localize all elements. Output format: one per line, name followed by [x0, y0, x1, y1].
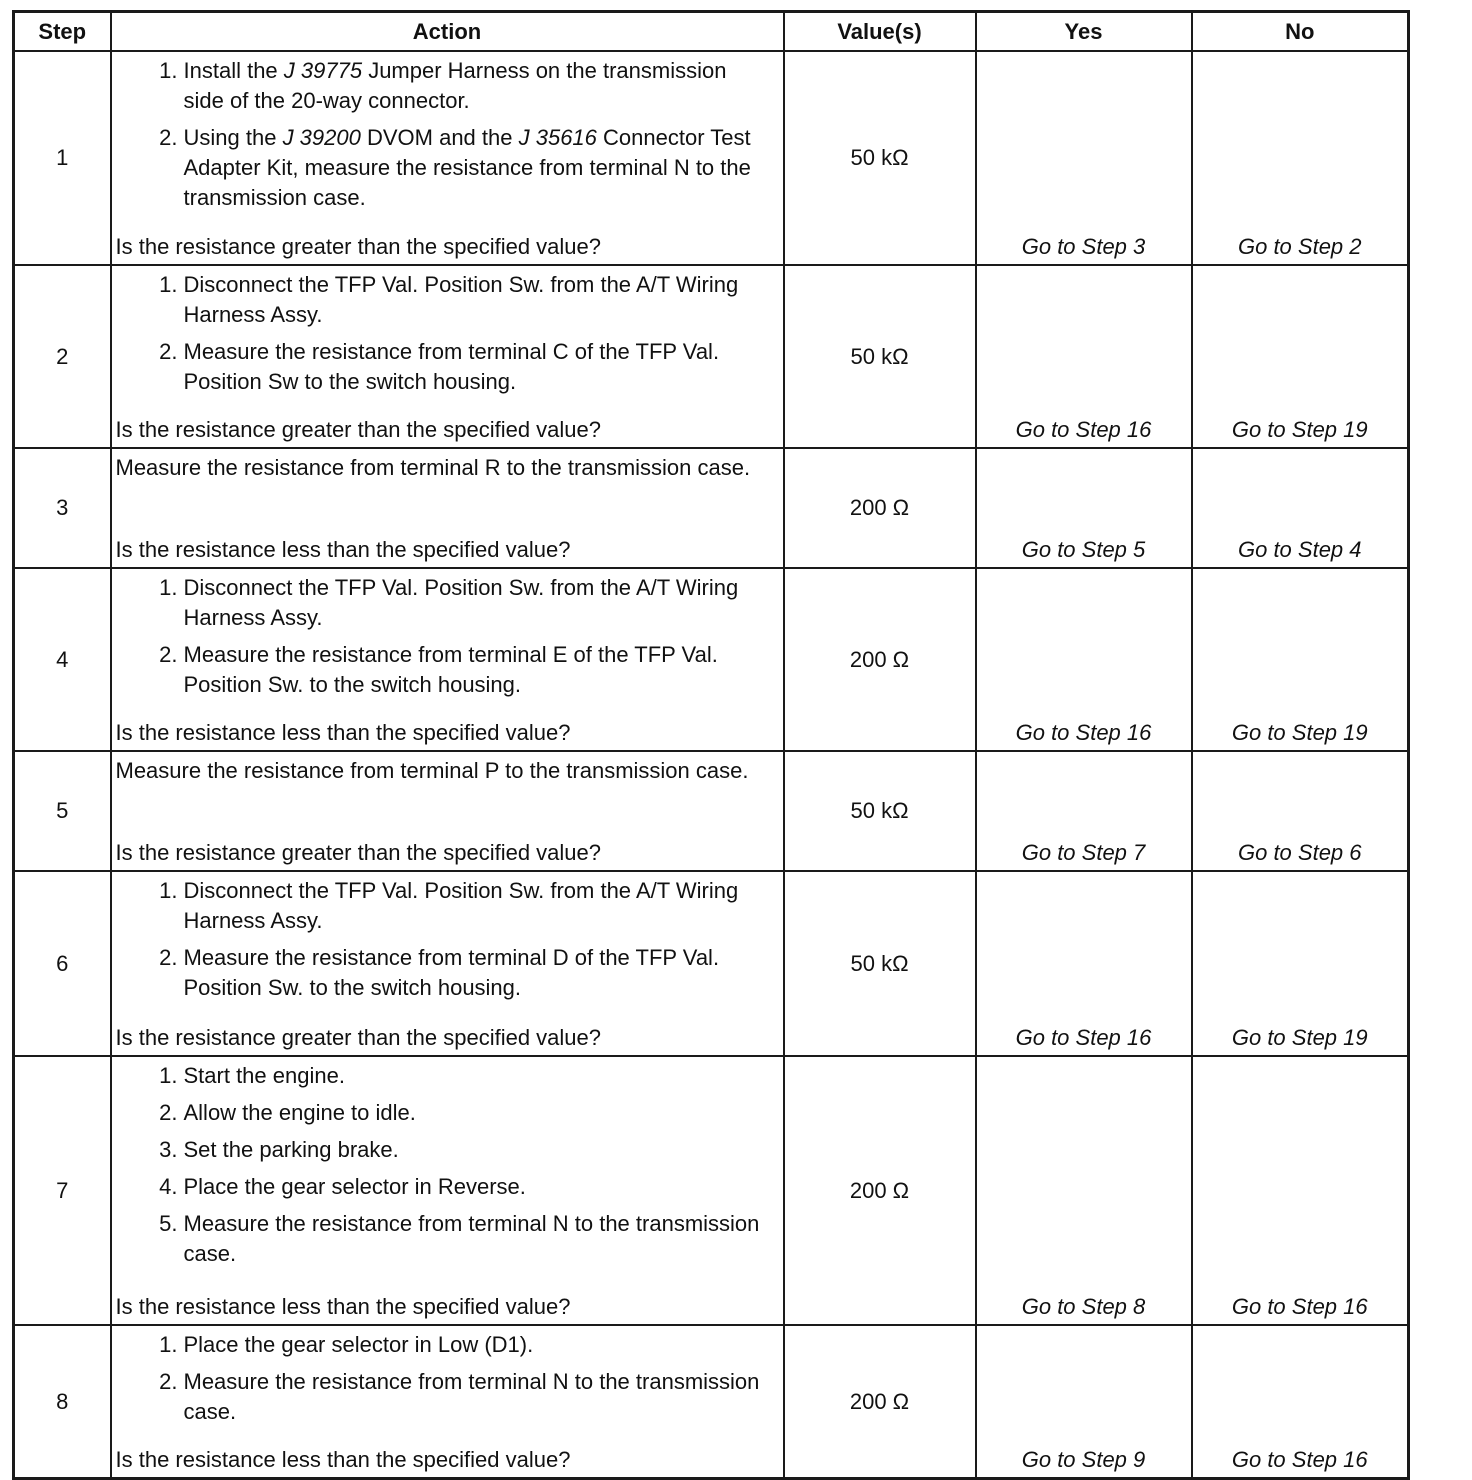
value-cell: 200 Ω: [784, 568, 976, 751]
action-item: [116, 640, 779, 700]
item-number: 3.: [159, 1137, 178, 1162]
tool-ref: J 39200: [282, 125, 361, 150]
question: Is the resistance less than the specified value?: [115, 1294, 571, 1319]
action-item: [116, 1135, 779, 1165]
action-item: [116, 337, 779, 397]
table-row: [14, 51, 1409, 265]
item-number: 2.: [159, 642, 178, 667]
item-number: 1.: [159, 575, 178, 600]
action-text: Measure the resistance from terminal R to the transmission case.: [115, 455, 751, 480]
action-cell: [111, 1325, 784, 1479]
header-no: No: [1192, 12, 1409, 52]
yes-cell: Go to Step 8: [976, 1056, 1192, 1325]
step-number: 4: [14, 568, 111, 751]
table-row: [14, 871, 1409, 1056]
action-item: [116, 1209, 779, 1269]
item-number: 2.: [159, 339, 178, 364]
value-cell: 50 kΩ: [784, 51, 976, 265]
no-cell: Go to Step 19: [1192, 871, 1409, 1056]
tool-ref: J 39775: [283, 58, 363, 83]
diagnostic-table: [12, 10, 1410, 1480]
question: Is the resistance greater than the specified value?: [115, 1025, 602, 1050]
value-cell: 200 Ω: [784, 448, 976, 568]
table-row: [14, 265, 1409, 448]
no-cell: Go to Step 19: [1192, 265, 1409, 448]
item-text: Using the J 39200 DVOM and the J 35616 Connector Test Adapter Kit, measure the resistance from terminal N to the transmission case.: [183, 125, 751, 210]
action-cell: [111, 448, 784, 568]
item-number: 4.: [159, 1174, 178, 1199]
item-text: Measure the resistance from terminal D of the TFP Val. Position Sw. to the switch housing.: [183, 945, 720, 1000]
step-number: 6: [14, 871, 111, 1056]
action-cell: [111, 871, 784, 1056]
question: Is the resistance less than the specified value?: [115, 537, 571, 562]
item-number: 1.: [159, 58, 178, 83]
value-cell: 50 kΩ: [784, 751, 976, 871]
no-cell: Go to Step 2: [1192, 51, 1409, 265]
action-item: [116, 573, 779, 633]
item-number: 2.: [159, 1369, 178, 1394]
item-text: Set the parking brake.: [183, 1137, 399, 1162]
header-action: Action: [111, 12, 784, 52]
item-text: Disconnect the TFP Val. Position Sw. from the A/T Wiring Harness Assy.: [183, 272, 739, 327]
step-number: 7: [14, 1056, 111, 1325]
header-values: Value(s): [784, 12, 976, 52]
item-text: Disconnect the TFP Val. Position Sw. from the A/T Wiring Harness Assy.: [183, 575, 739, 630]
no-cell: Go to Step 16: [1192, 1056, 1409, 1325]
yes-cell: Go to Step 16: [976, 568, 1192, 751]
yes-cell: Go to Step 16: [976, 871, 1192, 1056]
value-cell: 200 Ω: [784, 1056, 976, 1325]
item-number: 2.: [159, 945, 178, 970]
action-item: [116, 123, 779, 213]
header-row: [14, 12, 1409, 52]
item-number: 1.: [159, 1332, 178, 1357]
item-number: 5.: [159, 1211, 178, 1236]
item-number: 2.: [159, 1100, 178, 1125]
no-cell: Go to Step 6: [1192, 751, 1409, 871]
step-number: 1: [14, 51, 111, 265]
item-text: Measure the resistance from terminal N to the transmission case.: [183, 1369, 760, 1424]
item-text: Place the gear selector in Low (D1).: [183, 1332, 534, 1357]
table-row: [14, 448, 1409, 568]
action-cell: [111, 1056, 784, 1325]
action-item: [116, 1330, 779, 1360]
table-row: [14, 1056, 1409, 1325]
item-text: Measure the resistance from terminal N to the transmission case.: [183, 1211, 760, 1266]
action-cell: [111, 751, 784, 871]
yes-cell: Go to Step 5: [976, 448, 1192, 568]
item-number: 2.: [159, 125, 178, 150]
step-number: 5: [14, 751, 111, 871]
tool-ref: J 35616: [518, 125, 597, 150]
action-text: Measure the resistance from terminal P to the transmission case.: [115, 758, 749, 783]
action-cell: [111, 568, 784, 751]
item-number: 1.: [159, 1063, 178, 1088]
item-text: Place the gear selector in Reverse.: [183, 1174, 526, 1199]
yes-cell: Go to Step 9: [976, 1325, 1192, 1479]
value-cell: 50 kΩ: [784, 265, 976, 448]
action-cell: [111, 265, 784, 448]
question: Is the resistance greater than the specified value?: [115, 234, 602, 259]
item-text: Allow the engine to idle.: [183, 1100, 416, 1125]
action-item: [116, 876, 779, 936]
value-cell: 200 Ω: [784, 1325, 976, 1479]
action-item: [116, 1061, 779, 1091]
item-text: Disconnect the TFP Val. Position Sw. from the A/T Wiring Harness Assy.: [183, 878, 739, 933]
question: Is the resistance less than the specified value?: [115, 720, 571, 745]
question: Is the resistance less than the specified value?: [115, 1447, 571, 1472]
no-cell: Go to Step 16: [1192, 1325, 1409, 1479]
item-text: Measure the resistance from terminal E of the TFP Val. Position Sw. to the switch housing.: [183, 642, 718, 697]
item-text: Measure the resistance from terminal C of the TFP Val. Position Sw to the switch housing.: [183, 339, 720, 394]
no-cell: Go to Step 4: [1192, 448, 1409, 568]
step-number: 2: [14, 265, 111, 448]
yes-cell: Go to Step 7: [976, 751, 1192, 871]
action-item: [116, 56, 779, 116]
action-item: [116, 270, 779, 330]
question: Is the resistance greater than the specified value?: [115, 417, 602, 442]
table-row: [14, 568, 1409, 751]
action-item: [116, 1098, 779, 1128]
item-number: 1.: [159, 272, 178, 297]
item-text: Start the engine.: [183, 1063, 345, 1088]
action-item: [116, 1367, 779, 1427]
step-number: 8: [14, 1325, 111, 1479]
table-row: [14, 1325, 1409, 1479]
action-item: [116, 1172, 779, 1202]
no-cell: Go to Step 19: [1192, 568, 1409, 751]
action-item: [116, 943, 779, 1003]
value-cell: 50 kΩ: [784, 871, 976, 1056]
header-yes: Yes: [976, 12, 1192, 52]
step-number: 3: [14, 448, 111, 568]
action-cell: [111, 51, 784, 265]
item-text: Install the J 39775 Jumper Harness on the transmission side of the 20-way connector.: [183, 58, 727, 113]
yes-cell: Go to Step 16: [976, 265, 1192, 448]
question: Is the resistance greater than the specified value?: [115, 840, 602, 865]
header-step: Step: [14, 12, 111, 52]
table-row: [14, 751, 1409, 871]
yes-cell: Go to Step 3: [976, 51, 1192, 265]
item-number: 1.: [159, 878, 178, 903]
